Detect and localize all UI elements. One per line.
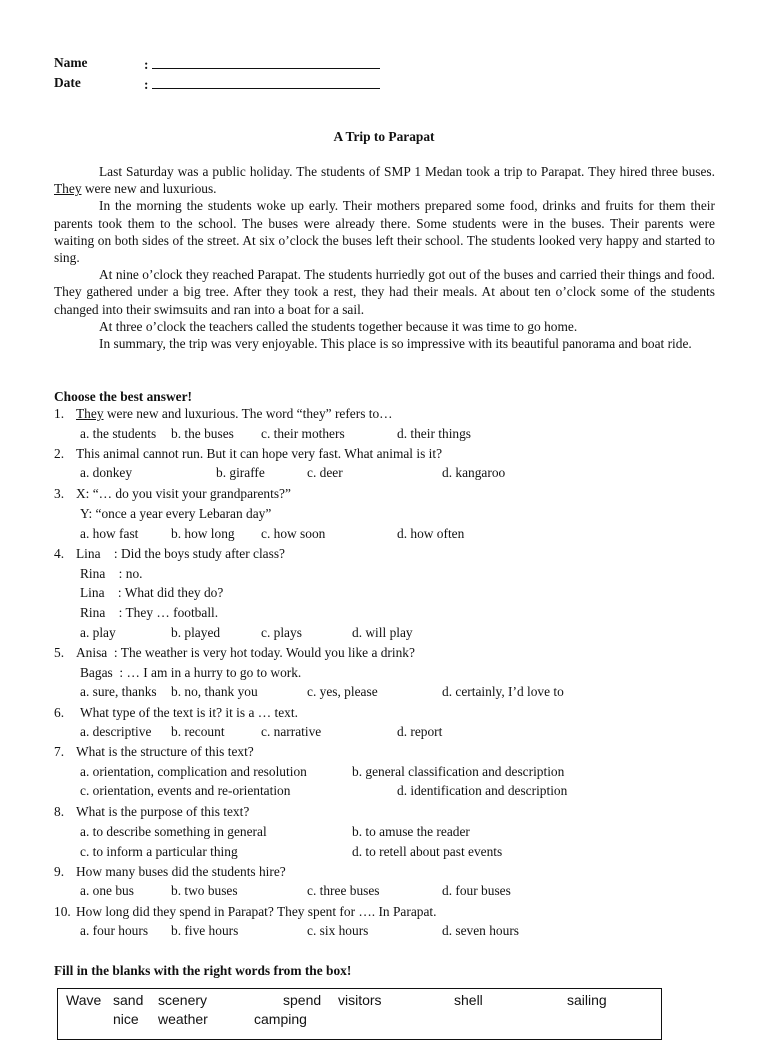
q5-line-2: Bagas : … I am in a hurry to go to work. — [80, 665, 302, 680]
q3-option-d[interactable]: d. how often — [397, 526, 465, 541]
q9-option-d[interactable]: d. four buses — [442, 883, 511, 898]
q5-option-d[interactable]: d. certainly, I’d love to — [442, 684, 564, 699]
q3-number: 3. — [54, 486, 65, 501]
paragraph-3: At nine o’clock they reached Parapat. The students hurriedly got out of the buses and carried their things and food. They gathered under a big tree. After they took a rest, they had their meals. At about ten o’clock some of the students changed into their swimsuits and ran into a boat for a sail. — [54, 267, 715, 317]
q7-option-a[interactable]: a. orientation, complication and resolution — [80, 764, 307, 779]
q4-line-4: Rina : They … football. — [80, 605, 219, 620]
reading-passage — [54, 163, 715, 352]
q10-option-b[interactable]: b. five hours — [171, 923, 239, 938]
date-colon: : — [144, 77, 149, 92]
page-title: A Trip to Parapat — [333, 129, 435, 144]
q9-option-b[interactable]: b. two buses — [171, 883, 238, 898]
name-field[interactable] — [144, 55, 380, 73]
q4-line-3: Lina : What did they do? — [80, 585, 224, 600]
q5-text: Anisa : The weather is very hot today. Would you like a drink? — [76, 645, 415, 660]
q8-text: What is the purpose of this text? — [76, 804, 250, 819]
q5-option-c[interactable]: c. yes, please — [307, 684, 378, 699]
q2-option-b[interactable]: b. giraffe — [216, 465, 265, 480]
q5-option-b[interactable]: b. no, thank you — [171, 684, 258, 699]
paragraph-4: At three o’clock the teachers called the students together because it was time to go home. — [99, 318, 578, 334]
q6-option-c[interactable]: c. narrative — [261, 724, 322, 739]
q1-text: They were new and luxurious. The word “they” refers to… — [76, 406, 393, 421]
q3-option-c[interactable]: c. how soon — [261, 526, 326, 541]
q3-text: X: “… do you visit your grandparents?” — [76, 486, 291, 501]
q8-option-b[interactable]: b. to amuse the reader — [352, 824, 470, 839]
word-weather: weather — [158, 1011, 208, 1027]
q1-option-d[interactable]: d. their things — [397, 426, 472, 441]
name-label: Name — [54, 55, 88, 70]
q2-option-d[interactable]: d. kangaroo — [442, 465, 506, 480]
q10-option-c[interactable]: c. six hours — [307, 923, 369, 938]
q4-line-2: Rina : no. — [80, 566, 143, 581]
q6-option-a[interactable]: a. descriptive — [80, 724, 152, 739]
q1-option-a[interactable]: a. the students — [80, 426, 157, 441]
word-visitors: visitors — [338, 992, 382, 1008]
q3-option-b[interactable]: b. how long — [171, 526, 235, 541]
q8-option-a[interactable]: a. to describe something in general — [80, 824, 267, 839]
word-scenery: scenery — [158, 992, 208, 1008]
q7-text: What is the structure of this text? — [76, 744, 254, 759]
q4-option-a[interactable]: a. play — [80, 625, 116, 640]
q3-line-2: Y: “once a year every Lebaran day” — [80, 506, 272, 521]
paragraph-5: In summary, the trip was very enjoyable. This place is so impressive with its beautiful panorama and boat ride. — [99, 336, 692, 352]
q3-option-a[interactable]: a. how fast — [80, 526, 139, 541]
q9-option-c[interactable]: c. three buses — [307, 883, 380, 898]
q8-option-c[interactable]: c. to inform a particular thing — [80, 844, 238, 859]
q9-option-a[interactable]: a. one bus — [80, 883, 134, 898]
word-spend: spend — [283, 992, 322, 1008]
q10-option-d[interactable]: d. seven hours — [442, 923, 519, 938]
q6-number: 6. — [54, 705, 65, 720]
q10-text: How long did they spend in Parapat? They spent for …. In Parapat. — [76, 904, 437, 919]
q9-number: 9. — [54, 864, 65, 879]
section-heading-fill: Fill in the blanks with the right words from the box! — [54, 963, 352, 978]
date-label: Date — [54, 75, 81, 90]
name-colon: : — [144, 57, 149, 72]
q7-number: 7. — [54, 744, 65, 759]
q2-option-a[interactable]: a. donkey — [80, 465, 133, 480]
q6-text: What type of the text is it? it is a … text. — [80, 705, 298, 720]
paragraph-2: In the morning the students woke up early. Their mothers prepared some food, drinks and fruits for them their parents took them to the school. The buses were already there. Some students were in the buses. Their parents were waiting on both sides of the street. At six o’clock the buses left their school. The students looked very happy and started to sing. — [54, 198, 715, 266]
word-sailing: sailing — [567, 992, 607, 1008]
q6-option-b[interactable]: b. recount — [171, 724, 225, 739]
q4-number: 4. — [54, 546, 65, 561]
q6-option-d[interactable]: d. report — [397, 724, 443, 739]
q4-option-b[interactable]: b. played — [171, 625, 221, 640]
q2-option-c[interactable]: c. deer — [307, 465, 343, 480]
q5-option-a[interactable]: a. sure, thanks — [80, 684, 157, 699]
section-heading-choose: Choose the best answer! — [54, 389, 192, 404]
word-box — [57, 988, 662, 1040]
q8-number: 8. — [54, 804, 65, 819]
q2-text: This animal cannot run. But it can hope very fast. What animal is it? — [76, 446, 443, 461]
q7-option-b[interactable]: b. general classification and description — [352, 764, 565, 779]
underlined-they: They — [54, 181, 82, 197]
q10-option-a[interactable]: a. four hours — [80, 923, 149, 938]
q4-option-d[interactable]: d. will play — [352, 625, 413, 640]
q2-number: 2. — [54, 446, 65, 461]
q8-option-d[interactable]: d. to retell about past events — [352, 844, 503, 859]
word-camping: camping — [254, 1011, 307, 1027]
q5-number: 5. — [54, 645, 65, 660]
q7-option-d[interactable]: d. identification and description — [397, 783, 568, 798]
q1-option-b[interactable]: b. the buses — [171, 426, 234, 441]
paragraph-1: Last Saturday was a public holiday. The students of SMP 1 Medan took a trip to Parapat. They hired three buses. They were new and luxurious. — [54, 164, 715, 197]
q4-option-c[interactable]: c. plays — [261, 625, 302, 640]
q1-option-c[interactable]: c. their mothers — [261, 426, 345, 441]
date-field[interactable] — [144, 75, 380, 93]
q7-option-c[interactable]: c. orientation, events and re-orientation — [80, 783, 291, 798]
word-shell: shell — [454, 992, 483, 1008]
q9-text: How many buses did the students hire? — [76, 864, 286, 879]
q4-text: Lina : Did the boys study after class? — [76, 546, 285, 561]
q10-number: 10. — [54, 904, 71, 919]
word-sand: sand — [113, 992, 144, 1008]
q1-number: 1. — [54, 406, 65, 421]
word-wave: Wave — [66, 992, 102, 1008]
word-nice: nice — [113, 1011, 139, 1027]
